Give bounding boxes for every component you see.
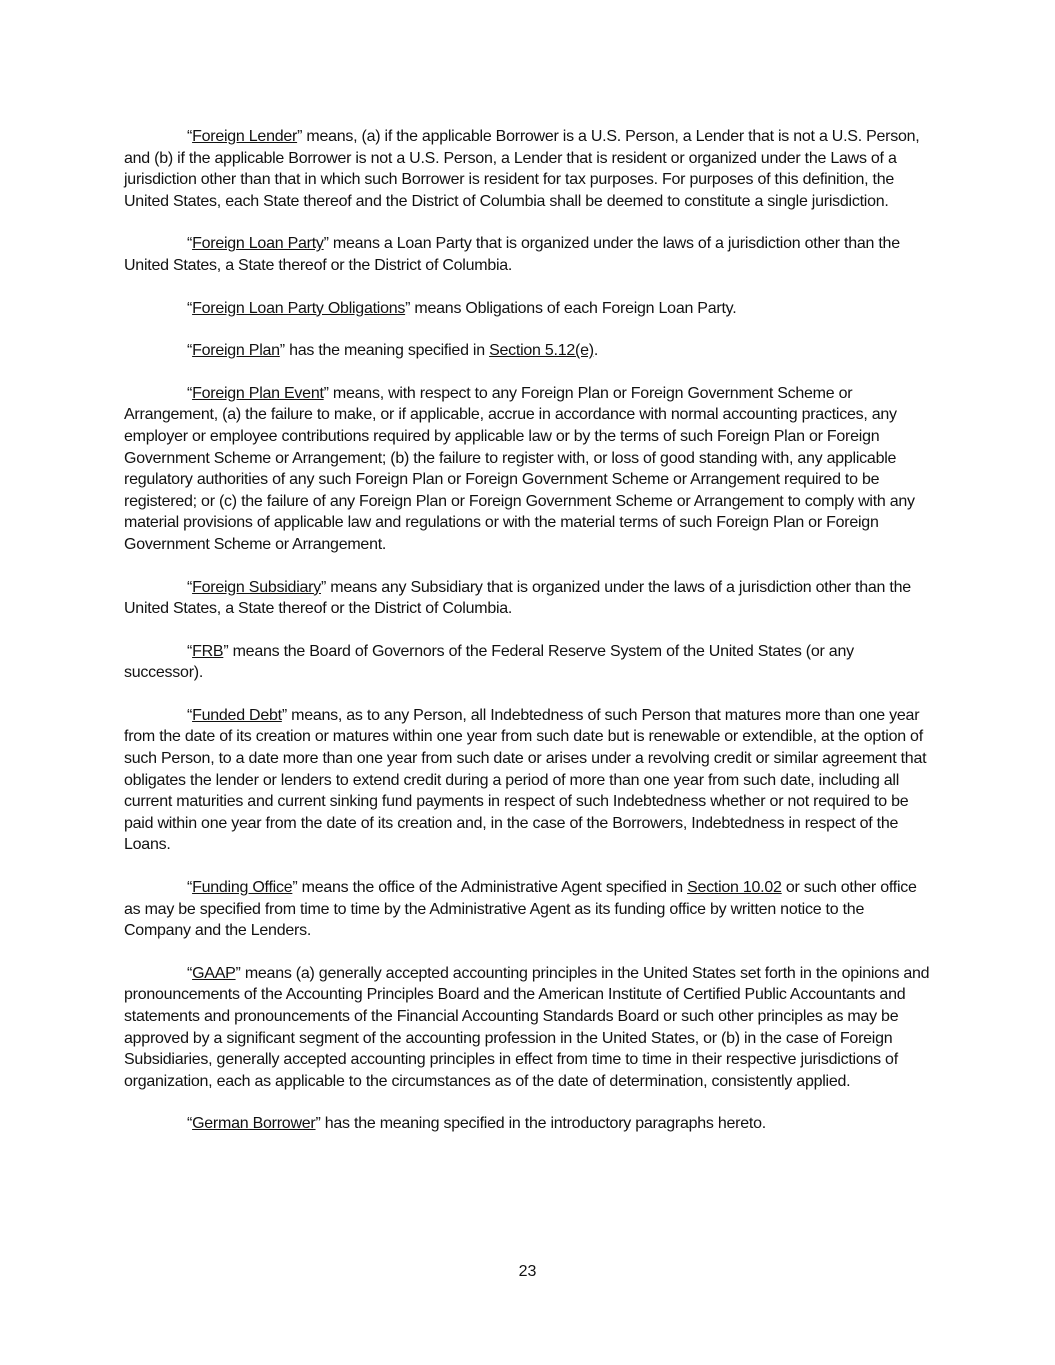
definition-text: has the meaning specified in the introductory paragraphs hereto.	[320, 1115, 766, 1133]
defined-term: FRB	[192, 642, 224, 660]
defined-term: Foreign Loan Party Obligations	[192, 299, 406, 317]
definition-text: means the office of the Administrative Agent specified in	[297, 879, 688, 897]
definition-text: means, (a) if the applicable Borrower is a U.S. Person, a Lender that is not a U.S. Person, and (b) if the applicable Borrower is not a U.S. Person, a Lender that is resident or organized under the Laws of a jurisdiction other than that in which such Borrower is resident for tax purposes. For purposes of this definition, the United States, each State thereof and the District of Columbia shall be deemed to constitute a single jurisdiction.	[124, 128, 920, 210]
defined-term: Foreign Lender	[192, 128, 298, 145]
definition-foreign-plan-event: “Foreign Plan Event” means, with respect to any Foreign Plan or Foreign Government Scheme or Arrangement, (a) the failure to make, or if applicable, accrue in accordance with normal accounting practices, any employer or employee contributions required by applicable law or by the terms of such Foreign Plan or Foreign Government Scheme or Arrangement; (b) the failure to register with, or loss of good standing with, any applicable regulatory authorities of any such Foreign Plan or Foreign Government Scheme or Arrangement required to be registered; or (c) the failure of any Foreign Plan or Foreign Government Scheme or Arrangement to comply with any material provisions of applicable law and regulations or with the material terms of such Foreign Plan or Foreign Government Scheme or Arrangement.	[124, 384, 915, 553]
defined-term: Funding Office	[192, 879, 293, 897]
definition-text: means the Board of Governors of the Federal Reserve System of the United States (or any successor).	[124, 642, 854, 682]
definition-text-tail: or such other office as may be specified from time to time by the Administrative Agent as its funding office by written notice to the Company and the Lenders.	[124, 879, 917, 940]
definition-foreign-lender: “Foreign Lender” means, (a) if the applicable Borrower is a U.S. Person, a Lender that is not a U.S. Person, and (b) if the applicable Borrower is not a U.S. Person, a Lender that is resident or organized under the Laws of a jurisdiction other than that in which such Borrower is resident for tax purposes. For purposes of this definition, the United States, each State thereof and the District of Columbia shall be deemed to constitute a single jurisdiction.	[124, 128, 920, 210]
document-body	[124, 126, 934, 1156]
definition-foreign-loan-party-obligations: “Foreign Loan Party Obligations” means Obligations of each Foreign Loan Party.	[187, 299, 737, 317]
definition-gaap: “GAAP” means (a) generally accepted accounting principles in the United States set forth in the opinions and pronouncements of the Accounting Principles Board and the American Institute of Certified Public Accountants and statements and pronouncements of the Financial Accounting Standards Board or such other principles as may be approved by a significant segment of the accounting profession in the United States, or (b) in the case of Foreign Subsidiaries, generally accepted accounting principles in effect from time to time in their respective jurisdictions of organization, each as applicable to the circumstances as of the date of determination, consistently applied.	[124, 964, 930, 1090]
definition-text: has the meaning specified in	[284, 342, 490, 360]
definition-foreign-plan: “Foreign Plan” has the meaning specified in Section 5.12(e).	[187, 342, 599, 360]
definition-funded-debt: “Funded Debt” means, as to any Person, all Indebtedness of such Person that matures more than one year from the date of its creation or matures within one year from such date but is renewable or extendible, at the option of such Person, to a date more than one year from such date or arises under a revolving credit or similar agreement that obligates the lender or lenders to extend credit during a period of more than one year from such date, including all current maturities and current sinking fund payments in respect of such Indebtedness whether or not required to be paid within one year from the date of its creation and, in the case of the Borrowers, Indebtedness in respect of the Loans.	[124, 706, 927, 854]
definition-frb: “FRB” means the Board of Governors of the Federal Reserve System of the United States (or any successor).	[124, 642, 854, 682]
defined-term: Foreign Loan Party	[192, 235, 324, 253]
definition-foreign-loan-party: “Foreign Loan Party” means a Loan Party that is organized under the laws of a jurisdiction other than the United States, a State thereof or the District of Columbia.	[124, 235, 900, 274]
definition-text-tail: .	[593, 342, 599, 360]
defined-term: Foreign Plan Event	[192, 384, 324, 402]
definition-german-borrower: “German Borrower” has the meaning specified in the introductory paragraphs hereto.	[187, 1115, 766, 1133]
definition-text: means, with respect to any Foreign Plan or Foreign Government Scheme or Arrangement, (a) the failure to make, or if applicable, accrue in accordance with normal accounting practices, any employer or employee contributions required by applicable law or by the terms of such Foreign Plan or Foreign Government Scheme or Arrangement; (b) the failure to register with, or loss of good standing with, any applicable regulatory authorities of any such Foreign Plan or Foreign Government Scheme or Arrangement required to be registered; or (c) the failure of any Foreign Plan or Foreign Government Scheme or Arrangement to comply with any material provisions of applicable law and regulations or with the material terms of such Foreign Plan or Foreign Government Scheme or Arrangement.	[124, 384, 915, 553]
defined-term: Funded Debt	[192, 706, 282, 724]
defined-term: Foreign Plan	[192, 342, 280, 360]
definition-text: means a Loan Party that is organized under the laws of a jurisdiction other than the United States, a State thereof or the District of Columbia.	[124, 235, 900, 274]
section-reference: Section 10.02	[687, 879, 782, 897]
definition-foreign-subsidiary: “Foreign Subsidiary” means any Subsidiary that is organized under the laws of a jurisdiction other than the United States, a State thereof or the District of Columbia.	[124, 578, 911, 618]
section-reference: Section 5.12(e)	[489, 342, 594, 360]
defined-term: GAAP	[192, 964, 236, 982]
definition-text: means Obligations of each Foreign Loan Party.	[410, 299, 737, 317]
defined-term: German Borrower	[192, 1115, 316, 1133]
definition-text: means (a) generally accepted accounting principles in the United States set forth in the opinions and pronouncements of the Accounting Principles Board and the American Institute of Certified Public Accountants and statements and pronouncements of the Financial Accounting Standards Board or such other principles as may be approved by a significant segment of the accounting profession in the United States, or (b) in the case of Foreign Subsidiaries, generally accepted accounting principles in effect from time to time in their respective jurisdictions of organization, each as applicable to the circumstances as of the date of determination, consistently applied.	[124, 964, 930, 1090]
definition-text: means, as to any Person, all Indebtedness of such Person that matures more than one year from the date of its creation or matures within one year from such date but is renewable or extendible, at the option of such Person, to a date more than one year from such date or arises under a revolving credit or similar agreement that obligates the lender or lenders to extend credit during a period of more than one year from such date, including all current maturities and current sinking fund payments in respect of such Indebtedness whether or not required to be paid within one year from the date of its creation and, in the case of the Borrowers, Indebtedness in respect of the Loans.	[124, 706, 927, 854]
definition-text: means any Subsidiary that is organized under the laws of a jurisdiction other than the United States, a State thereof or the District of Columbia.	[124, 578, 911, 618]
defined-term: Foreign Subsidiary	[192, 578, 321, 596]
page-number: 23	[518, 1263, 537, 1280]
definition-funding-office: “Funding Office” means the office of the Administrative Agent specified in Section 10.02 or such other office as may be specified from time to time by the Administrative Agent as its funding office by written notice to the Company and the Lenders.	[124, 879, 917, 940]
